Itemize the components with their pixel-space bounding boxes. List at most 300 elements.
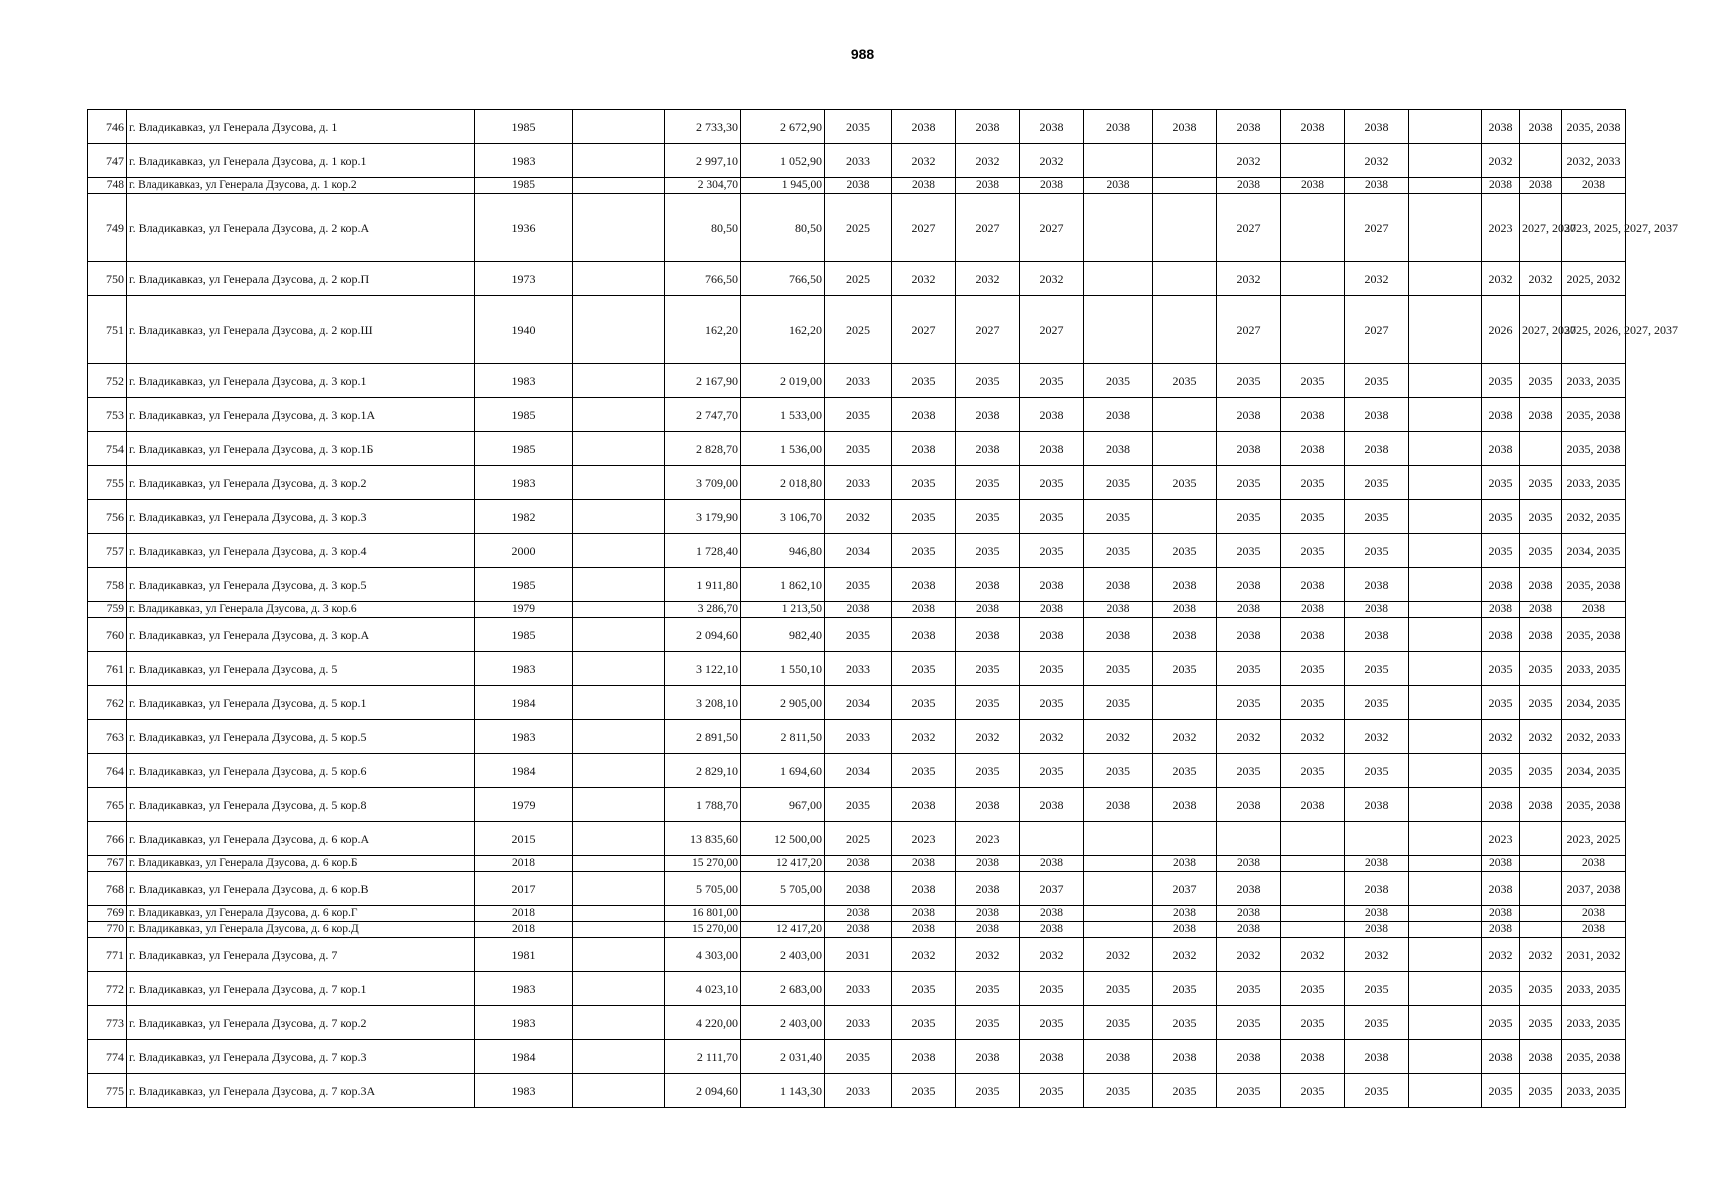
- repair-year-cell: 2038: [825, 922, 892, 938]
- address-cell: г. Владикавказ, ул Генерала Дзусова, д. 6 кор.Д: [127, 922, 475, 938]
- repair-year-cell: 2038: [1482, 1040, 1520, 1074]
- row-number-cell: 764: [88, 754, 127, 788]
- summary-years-cell: 2035, 2038: [1562, 110, 1626, 144]
- total-area-cell: 2 828,70: [665, 432, 741, 466]
- address-cell: г. Владикавказ, ул Генерала Дзусова, д. 7 кор.1: [127, 972, 475, 1006]
- repair-year-cell: [1520, 906, 1562, 922]
- row-number-cell: 763: [88, 720, 127, 754]
- build-year-cell: 1983: [475, 144, 573, 178]
- address-cell: г. Владикавказ, ул Генерала Дзусова, д. 7 кор.3А: [127, 1074, 475, 1108]
- repair-year-cell: 2035: [892, 500, 956, 534]
- repair-year-cell: 2035: [1153, 466, 1217, 500]
- empty-cell: [573, 618, 665, 652]
- table-row: [88, 398, 1626, 432]
- build-year-cell: 2015: [475, 822, 573, 856]
- summary-years-cell: 2033, 2035: [1562, 652, 1626, 686]
- repair-year-cell: 2035: [956, 1006, 1020, 1040]
- repair-year-cell: 2038: [892, 568, 956, 602]
- empty-cell: [1409, 872, 1482, 906]
- repair-year-cell: 2027: [892, 194, 956, 262]
- repair-year-cell: 2035: [892, 972, 956, 1006]
- repair-year-cell: 2038: [1020, 178, 1084, 194]
- summary-years-cell: 2025, 2032: [1562, 262, 1626, 296]
- row-number-cell: 761: [88, 652, 127, 686]
- repair-year-cell: 2038: [1020, 906, 1084, 922]
- repair-year-cell: 2035: [825, 1040, 892, 1074]
- repair-year-cell: 2035: [825, 788, 892, 822]
- empty-cell: [573, 194, 665, 262]
- repair-year-cell: 2038: [1217, 922, 1281, 938]
- build-year-cell: 1940: [475, 296, 573, 364]
- row-number-cell: 762: [88, 686, 127, 720]
- summary-years-cell: 2032, 2033: [1562, 144, 1626, 178]
- table-row: [88, 144, 1626, 178]
- repair-year-cell: 2038: [1084, 398, 1153, 432]
- table-row: [88, 972, 1626, 1006]
- repair-year-cell: 2038: [1217, 788, 1281, 822]
- repair-year-cell: 2035: [1020, 534, 1084, 568]
- build-year-cell: 1983: [475, 466, 573, 500]
- repair-year-cell: 2035: [1020, 364, 1084, 398]
- repair-year-cell: 2035: [1084, 500, 1153, 534]
- table-row: [88, 534, 1626, 568]
- repair-year-cell: 2032: [956, 720, 1020, 754]
- repair-year-cell: 2032: [892, 720, 956, 754]
- repair-year-cell: 2038: [956, 110, 1020, 144]
- repair-year-cell: 2038: [825, 178, 892, 194]
- table-row: [88, 754, 1626, 788]
- repair-year-cell: 2035: [1153, 754, 1217, 788]
- empty-cell: [1409, 432, 1482, 466]
- repair-year-cell: [1520, 872, 1562, 906]
- empty-cell: [573, 364, 665, 398]
- address-cell: г. Владикавказ, ул Генерала Дзусова, д. 3 кор.2: [127, 466, 475, 500]
- total-area-cell: 3 709,00: [665, 466, 741, 500]
- repair-year-cell: 2035: [1153, 1074, 1217, 1108]
- row-number-cell: 767: [88, 856, 127, 872]
- build-year-cell: 2018: [475, 906, 573, 922]
- total-area-cell: 4 303,00: [665, 938, 741, 972]
- address-cell: г. Владикавказ, ул Генерала Дзусова, д. 1: [127, 110, 475, 144]
- repair-year-cell: 2025: [825, 262, 892, 296]
- living-area-cell: 1 143,30: [741, 1074, 825, 1108]
- repair-year-cell: 2035: [1482, 1006, 1520, 1040]
- repair-year-cell: 2038: [956, 432, 1020, 466]
- repair-year-cell: 2038: [956, 618, 1020, 652]
- repair-year-cell: 2038: [1482, 872, 1520, 906]
- address-cell: г. Владикавказ, ул Генерала Дзусова, д. 2 кор.Ш: [127, 296, 475, 364]
- empty-cell: [1409, 822, 1482, 856]
- repair-year-cell: 2038: [1217, 178, 1281, 194]
- empty-cell: [1409, 398, 1482, 432]
- repair-year-cell: [1020, 822, 1084, 856]
- living-area-cell: 1 052,90: [741, 144, 825, 178]
- repair-year-cell: 2035: [1345, 1074, 1409, 1108]
- repair-year-cell: 2032: [956, 938, 1020, 972]
- repair-year-cell: [1520, 822, 1562, 856]
- repair-year-cell: 2035: [892, 534, 956, 568]
- repair-year-cell: [1084, 906, 1153, 922]
- repair-year-cell: 2023: [892, 822, 956, 856]
- repair-year-cell: 2035: [1482, 500, 1520, 534]
- repair-year-cell: 2035: [956, 686, 1020, 720]
- empty-cell: [1409, 720, 1482, 754]
- living-area-cell: 946,80: [741, 534, 825, 568]
- total-area-cell: 766,50: [665, 262, 741, 296]
- summary-years-cell: 2033, 2035: [1562, 466, 1626, 500]
- repair-year-cell: 2038: [892, 618, 956, 652]
- row-number-cell: 774: [88, 1040, 127, 1074]
- repair-year-cell: 2027: [1217, 194, 1281, 262]
- repair-year-cell: 2038: [1281, 110, 1345, 144]
- total-area-cell: 162,20: [665, 296, 741, 364]
- address-cell: г. Владикавказ, ул Генерала Дзусова, д. 6 кор.А: [127, 822, 475, 856]
- repair-year-cell: 2038: [1520, 618, 1562, 652]
- repair-year-cell: 2035: [1520, 466, 1562, 500]
- repair-year-cell: 2035: [1084, 1074, 1153, 1108]
- repair-year-cell: 2038: [1020, 1040, 1084, 1074]
- total-area-cell: 16 801,00: [665, 906, 741, 922]
- repair-year-cell: 2035: [1482, 652, 1520, 686]
- repair-year-cell: 2035: [1217, 1074, 1281, 1108]
- repair-year-cell: 2035: [1217, 686, 1281, 720]
- empty-cell: [573, 466, 665, 500]
- repair-year-cell: [1084, 856, 1153, 872]
- repair-year-cell: 2035: [1153, 652, 1217, 686]
- table-row: [88, 110, 1626, 144]
- repair-year-cell: 2038: [1153, 856, 1217, 872]
- summary-years-cell: 2035, 2038: [1562, 432, 1626, 466]
- repair-year-cell: 2032: [1520, 938, 1562, 972]
- empty-cell: [573, 906, 665, 922]
- repair-year-cell: 2038: [892, 602, 956, 618]
- address-cell: г. Владикавказ, ул Генерала Дзусова, д. 3 кор.1А: [127, 398, 475, 432]
- repair-year-cell: 2023: [1482, 822, 1520, 856]
- repair-year-cell: [1281, 262, 1345, 296]
- empty-cell: [573, 1006, 665, 1040]
- address-cell: г. Владикавказ, ул Генерала Дзусова, д. 1 кор.2: [127, 178, 475, 194]
- row-number-cell: 768: [88, 872, 127, 906]
- repair-year-cell: [1153, 262, 1217, 296]
- repair-year-cell: 2032: [1020, 720, 1084, 754]
- empty-cell: [1409, 856, 1482, 872]
- repair-year-cell: 2034: [825, 686, 892, 720]
- empty-cell: [1409, 1040, 1482, 1074]
- repair-year-cell: 2038: [1482, 618, 1520, 652]
- repair-year-cell: 2027: [1217, 296, 1281, 364]
- table-row: [88, 872, 1626, 906]
- row-number-cell: 754: [88, 432, 127, 466]
- repair-year-cell: [1281, 822, 1345, 856]
- living-area-cell: [741, 906, 825, 922]
- repair-year-cell: 2035: [1020, 466, 1084, 500]
- repair-year-cell: 2035: [1482, 364, 1520, 398]
- repair-year-cell: 2038: [1153, 788, 1217, 822]
- repair-year-cell: 2038: [1345, 1040, 1409, 1074]
- repair-year-cell: 2035: [1153, 364, 1217, 398]
- repair-year-cell: 2032: [1217, 720, 1281, 754]
- repair-year-cell: 2032: [1482, 144, 1520, 178]
- table-row: [88, 432, 1626, 466]
- repair-year-cell: 2038: [1020, 618, 1084, 652]
- repair-year-cell: 2033: [825, 652, 892, 686]
- row-number-cell: 755: [88, 466, 127, 500]
- repair-year-cell: 2032: [1153, 938, 1217, 972]
- repair-year-cell: 2035: [1482, 534, 1520, 568]
- repair-year-cell: [1281, 906, 1345, 922]
- repair-year-cell: 2038: [1345, 922, 1409, 938]
- repair-year-cell: 2038: [1217, 618, 1281, 652]
- repair-year-cell: 2038: [892, 788, 956, 822]
- repair-year-cell: 2032: [1084, 938, 1153, 972]
- table-row: [88, 262, 1626, 296]
- repair-year-cell: 2038: [892, 110, 956, 144]
- repair-year-cell: 2035: [1217, 364, 1281, 398]
- repair-year-cell: 2038: [1084, 788, 1153, 822]
- repair-year-cell: 2038: [1020, 788, 1084, 822]
- repair-year-cell: [1281, 296, 1345, 364]
- repair-year-cell: 2035: [1520, 652, 1562, 686]
- repair-year-cell: 2035: [1520, 364, 1562, 398]
- repair-year-cell: 2038: [1520, 602, 1562, 618]
- summary-years-cell: 2034, 2035: [1562, 754, 1626, 788]
- table-row: [88, 938, 1626, 972]
- build-year-cell: 1983: [475, 1074, 573, 1108]
- repair-year-cell: 2032: [1281, 720, 1345, 754]
- repair-year-cell: 2035: [1520, 1006, 1562, 1040]
- address-cell: г. Владикавказ, ул Генерала Дзусова, д. 5: [127, 652, 475, 686]
- build-year-cell: 2018: [475, 856, 573, 872]
- build-year-cell: 1985: [475, 432, 573, 466]
- living-area-cell: 12 417,20: [741, 922, 825, 938]
- total-area-cell: 15 270,00: [665, 856, 741, 872]
- repair-year-cell: 2038: [1482, 178, 1520, 194]
- total-area-cell: 3 122,10: [665, 652, 741, 686]
- living-area-cell: 1 533,00: [741, 398, 825, 432]
- table-row: [88, 618, 1626, 652]
- build-year-cell: 2018: [475, 922, 573, 938]
- repair-year-cell: 2032: [1482, 938, 1520, 972]
- living-area-cell: 12 417,20: [741, 856, 825, 872]
- row-number-cell: 766: [88, 822, 127, 856]
- repair-year-cell: 2038: [1084, 178, 1153, 194]
- repair-year-cell: 2035: [1020, 500, 1084, 534]
- repair-year-cell: 2038: [956, 1040, 1020, 1074]
- total-area-cell: 2 094,60: [665, 1074, 741, 1108]
- repair-year-cell: 2035: [956, 466, 1020, 500]
- address-cell: г. Владикавказ, ул Генерала Дзусова, д. 7 кор.3: [127, 1040, 475, 1074]
- empty-cell: [573, 144, 665, 178]
- empty-cell: [573, 720, 665, 754]
- repair-year-cell: 2038: [1084, 110, 1153, 144]
- repair-year-cell: 2026: [1482, 296, 1520, 364]
- living-area-cell: 982,40: [741, 618, 825, 652]
- repair-year-cell: 2035: [1020, 652, 1084, 686]
- repair-year-cell: 2038: [1482, 602, 1520, 618]
- total-area-cell: 13 835,60: [665, 822, 741, 856]
- repair-year-cell: 2038: [1520, 398, 1562, 432]
- row-number-cell: 765: [88, 788, 127, 822]
- repair-year-cell: 2035: [1281, 686, 1345, 720]
- empty-cell: [573, 922, 665, 938]
- repair-year-cell: 2027: [1345, 296, 1409, 364]
- repair-year-cell: 2027: [956, 296, 1020, 364]
- repair-year-cell: 2035: [1281, 534, 1345, 568]
- repair-year-cell: 2038: [1281, 1040, 1345, 1074]
- repair-year-cell: 2038: [825, 906, 892, 922]
- repair-year-cell: [1153, 144, 1217, 178]
- address-cell: г. Владикавказ, ул Генерала Дзусова, д. 3 кор.6: [127, 602, 475, 618]
- build-year-cell: 1983: [475, 720, 573, 754]
- repair-year-cell: 2035: [1482, 1074, 1520, 1108]
- repair-year-cell: 2038: [892, 856, 956, 872]
- empty-cell: [573, 500, 665, 534]
- build-year-cell: 1979: [475, 788, 573, 822]
- summary-years-cell: 2031, 2032: [1562, 938, 1626, 972]
- repair-year-cell: 2038: [1482, 398, 1520, 432]
- repair-year-cell: 2035: [1520, 972, 1562, 1006]
- total-area-cell: 5 705,00: [665, 872, 741, 906]
- repair-year-cell: 2032: [892, 938, 956, 972]
- living-area-cell: 2 019,00: [741, 364, 825, 398]
- address-cell: г. Владикавказ, ул Генерала Дзусова, д. 6 кор.В: [127, 872, 475, 906]
- build-year-cell: 1982: [475, 500, 573, 534]
- build-year-cell: 1983: [475, 652, 573, 686]
- repair-year-cell: 2038: [1281, 178, 1345, 194]
- empty-cell: [573, 296, 665, 364]
- living-area-cell: 2 905,00: [741, 686, 825, 720]
- repair-year-cell: 2023: [956, 822, 1020, 856]
- repair-year-cell: 2035: [1020, 686, 1084, 720]
- repair-year-cell: 2023: [1482, 194, 1520, 262]
- row-number-cell: 747: [88, 144, 127, 178]
- repair-year-cell: 2035: [892, 686, 956, 720]
- repair-year-cell: 2038: [1153, 1040, 1217, 1074]
- row-number-cell: 760: [88, 618, 127, 652]
- repair-year-cell: 2035: [1020, 1006, 1084, 1040]
- repair-year-cell: 2038: [1345, 788, 1409, 822]
- row-number-cell: 752: [88, 364, 127, 398]
- repair-year-cell: 2038: [1153, 568, 1217, 602]
- build-year-cell: 1983: [475, 1006, 573, 1040]
- repair-year-cell: 2035: [825, 398, 892, 432]
- repair-year-cell: 2035: [1520, 500, 1562, 534]
- row-number-cell: 758: [88, 568, 127, 602]
- address-cell: г. Владикавказ, ул Генерала Дзусова, д. 2 кор.А: [127, 194, 475, 262]
- repair-year-cell: 2033: [825, 1074, 892, 1108]
- living-area-cell: 967,00: [741, 788, 825, 822]
- repair-year-cell: 2032: [1020, 144, 1084, 178]
- row-number-cell: 772: [88, 972, 127, 1006]
- repair-year-cell: 2038: [1153, 922, 1217, 938]
- empty-cell: [573, 938, 665, 972]
- repair-year-cell: 2035: [1084, 686, 1153, 720]
- build-year-cell: 1983: [475, 364, 573, 398]
- living-area-cell: 2 672,90: [741, 110, 825, 144]
- empty-cell: [1409, 1074, 1482, 1108]
- summary-years-cell: 2038: [1562, 906, 1626, 922]
- address-cell: г. Владикавказ, ул Генерала Дзусова, д. 3 кор.4: [127, 534, 475, 568]
- address-cell: г. Владикавказ, ул Генерала Дзусова, д. 3 кор.А: [127, 618, 475, 652]
- repair-year-cell: 2027: [956, 194, 1020, 262]
- repair-year-cell: 2038: [1020, 398, 1084, 432]
- repair-year-cell: 2035: [1520, 686, 1562, 720]
- address-cell: г. Владикавказ, ул Генерала Дзусова, д. 5 кор.6: [127, 754, 475, 788]
- summary-years-cell: 2033, 2035: [1562, 972, 1626, 1006]
- build-year-cell: 1973: [475, 262, 573, 296]
- living-area-cell: 80,50: [741, 194, 825, 262]
- address-cell: г. Владикавказ, ул Генерала Дзусова, д. 2 кор.П: [127, 262, 475, 296]
- living-area-cell: 162,20: [741, 296, 825, 364]
- empty-cell: [573, 788, 665, 822]
- repair-year-cell: 2038: [956, 922, 1020, 938]
- total-area-cell: 1 788,70: [665, 788, 741, 822]
- empty-cell: [573, 1040, 665, 1074]
- empty-cell: [1409, 364, 1482, 398]
- address-cell: г. Владикавказ, ул Генерала Дзусова, д. 5 кор.5: [127, 720, 475, 754]
- repair-year-cell: [1153, 398, 1217, 432]
- repair-year-cell: 2033: [825, 1006, 892, 1040]
- repair-year-cell: 2032: [1217, 144, 1281, 178]
- build-year-cell: 1984: [475, 1040, 573, 1074]
- summary-years-cell: 2033, 2035: [1562, 1074, 1626, 1108]
- table-row: [88, 922, 1626, 938]
- address-cell: г. Владикавказ, ул Генерала Дзусова, д. 7: [127, 938, 475, 972]
- row-number-cell: 773: [88, 1006, 127, 1040]
- repair-year-cell: 2032: [956, 144, 1020, 178]
- repair-year-cell: 2035: [1482, 754, 1520, 788]
- repair-year-cell: 2038: [1217, 872, 1281, 906]
- address-cell: г. Владикавказ, ул Генерала Дзусова, д. 3 кор.5: [127, 568, 475, 602]
- repair-year-cell: 2035: [892, 1006, 956, 1040]
- living-area-cell: 1 550,10: [741, 652, 825, 686]
- repair-year-cell: [1153, 822, 1217, 856]
- living-area-cell: 2 683,00: [741, 972, 825, 1006]
- row-number-cell: 770: [88, 922, 127, 938]
- empty-cell: [1409, 500, 1482, 534]
- repair-year-cell: 2032: [1482, 262, 1520, 296]
- repair-year-cell: 2038: [1084, 618, 1153, 652]
- living-area-cell: 5 705,00: [741, 872, 825, 906]
- repair-year-cell: 2025: [825, 296, 892, 364]
- repair-year-cell: 2032: [892, 262, 956, 296]
- repair-year-cell: 2038: [1482, 922, 1520, 938]
- repair-year-cell: 2038: [1217, 432, 1281, 466]
- address-cell: г. Владикавказ, ул Генерала Дзусова, д. 3 кор.3: [127, 500, 475, 534]
- table-row: [88, 1040, 1626, 1074]
- page-number: 988: [850, 46, 875, 62]
- repair-year-cell: 2035: [956, 500, 1020, 534]
- repair-year-cell: 2038: [1020, 922, 1084, 938]
- repair-year-cell: [1520, 432, 1562, 466]
- repair-year-cell: 2035: [1217, 466, 1281, 500]
- total-area-cell: 4 220,00: [665, 1006, 741, 1040]
- table-row: [88, 720, 1626, 754]
- summary-years-cell: 2032, 2033: [1562, 720, 1626, 754]
- repair-year-cell: 2035: [892, 652, 956, 686]
- summary-years-cell: 2035, 2038: [1562, 788, 1626, 822]
- repair-year-cell: 2038: [1345, 432, 1409, 466]
- empty-cell: [573, 652, 665, 686]
- repair-year-cell: 2035: [1482, 466, 1520, 500]
- repair-year-cell: 2035: [825, 618, 892, 652]
- repair-year-cell: 2038: [1345, 568, 1409, 602]
- address-cell: г. Владикавказ, ул Генерала Дзусова, д. 5 кор.1: [127, 686, 475, 720]
- repair-year-cell: 2038: [1281, 788, 1345, 822]
- repair-year-cell: 2035: [1281, 364, 1345, 398]
- repair-year-cell: 2035: [1281, 652, 1345, 686]
- total-area-cell: 2 167,90: [665, 364, 741, 398]
